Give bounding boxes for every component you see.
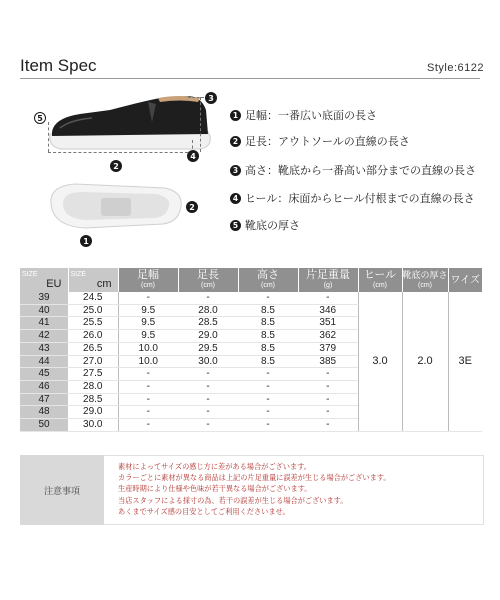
legend-marker: 4 bbox=[230, 193, 241, 204]
legend-item bbox=[230, 217, 300, 233]
legend-marker: 3 bbox=[230, 165, 241, 176]
table-row: 42 26.0 9.5 29.0 8.5 362 bbox=[20, 330, 482, 343]
notes-label: 注意事項 bbox=[20, 455, 104, 525]
legend-item bbox=[230, 162, 476, 178]
note-line: カラーごとに素材が異なる商品は上記の片足重量に誤差が生じる場合がございます。 bbox=[118, 473, 391, 483]
sole-thickness-value: 2.0 bbox=[402, 292, 448, 431]
legend-item bbox=[230, 133, 410, 149]
legend-text: 靴底の厚さ bbox=[245, 219, 300, 232]
marker-2: 2 bbox=[110, 160, 122, 172]
table-row: 44 27.0 10.0 30.0 8.5 385 bbox=[20, 355, 482, 368]
width-value: 3E bbox=[448, 292, 482, 431]
col-header: 足幅 (cm) bbox=[118, 268, 178, 292]
table-row: 41 25.5 9.5 28.5 8.5 351 bbox=[20, 317, 482, 330]
col-header: 靴底の厚さ (cm) bbox=[402, 268, 448, 292]
dimension-line bbox=[48, 122, 49, 152]
title-underline bbox=[20, 78, 480, 79]
legend-text: 足長：アウトソールの直線の長さ bbox=[245, 135, 410, 148]
table-row: 50 30.0 - - - - bbox=[20, 419, 482, 432]
legend-text: ヒール：床面からヒール付根までの直線の長さ bbox=[245, 192, 475, 205]
legend-text: 高さ：靴底から一番高い部分までの直線の長さ bbox=[245, 164, 476, 177]
dimension-line bbox=[200, 97, 201, 152]
table-row: 39 24.5 - - - - 3.0 2.0 3E bbox=[20, 292, 482, 304]
col-header: ワイズ bbox=[448, 268, 482, 292]
style-code: Style:6122 bbox=[427, 62, 484, 74]
marker-4: 4 bbox=[187, 150, 199, 162]
size-cm-header: SIZE cm bbox=[68, 268, 118, 292]
notes-text bbox=[118, 461, 391, 517]
table-row: 47 28.5 - - - - bbox=[20, 393, 482, 406]
marker-5: 5 bbox=[34, 112, 46, 124]
dimension-line bbox=[188, 97, 204, 98]
page-title: Item Spec bbox=[20, 56, 97, 75]
table-row: 40 25.0 9.5 28.0 8.5 346 bbox=[20, 304, 482, 317]
legend-marker: 1 bbox=[230, 110, 241, 121]
col-header: ヒール (cm) bbox=[358, 268, 402, 292]
table-row: 43 26.5 10.0 29.5 8.5 379 bbox=[20, 342, 482, 355]
legend-item bbox=[230, 107, 377, 123]
legend-item bbox=[230, 190, 475, 206]
table-row: 48 29.0 - - - - bbox=[20, 406, 482, 419]
marker-3: 3 bbox=[205, 92, 217, 104]
heel-value: 3.0 bbox=[358, 292, 402, 431]
size-eu-header: SIZE EU bbox=[20, 268, 68, 292]
col-header: 高さ (cm) bbox=[238, 268, 298, 292]
col-header: 片足重量 (g) bbox=[298, 268, 358, 292]
marker-2: 2 bbox=[186, 201, 198, 213]
legend-marker: 5 bbox=[230, 220, 241, 231]
size-spec-table bbox=[20, 268, 482, 432]
note-line: 素材によってサイズの感じ方に差がある場合がございます。 bbox=[118, 462, 311, 471]
table-row: 46 28.0 - - - - bbox=[20, 380, 482, 393]
col-header: 足長 (cm) bbox=[178, 268, 238, 292]
legend-marker: 2 bbox=[230, 136, 241, 147]
note-line: あくまでサイズ感の目安としてご利用くださいませ。 bbox=[118, 506, 290, 516]
note-line: 当店スタッフによる採寸の為、若干の誤差が生じる場合がございます。 bbox=[118, 495, 348, 505]
legend-text: 足幅：一番広い底面の長さ bbox=[245, 109, 377, 122]
marker-1: 1 bbox=[80, 235, 92, 247]
shoe-sole-view bbox=[45, 180, 185, 232]
dimension-line bbox=[48, 152, 193, 153]
note-line: 生産時期により仕様や色味が若干異なる場合がございます。 bbox=[118, 484, 312, 494]
table-row: 45 27.5 - - - - bbox=[20, 368, 482, 381]
